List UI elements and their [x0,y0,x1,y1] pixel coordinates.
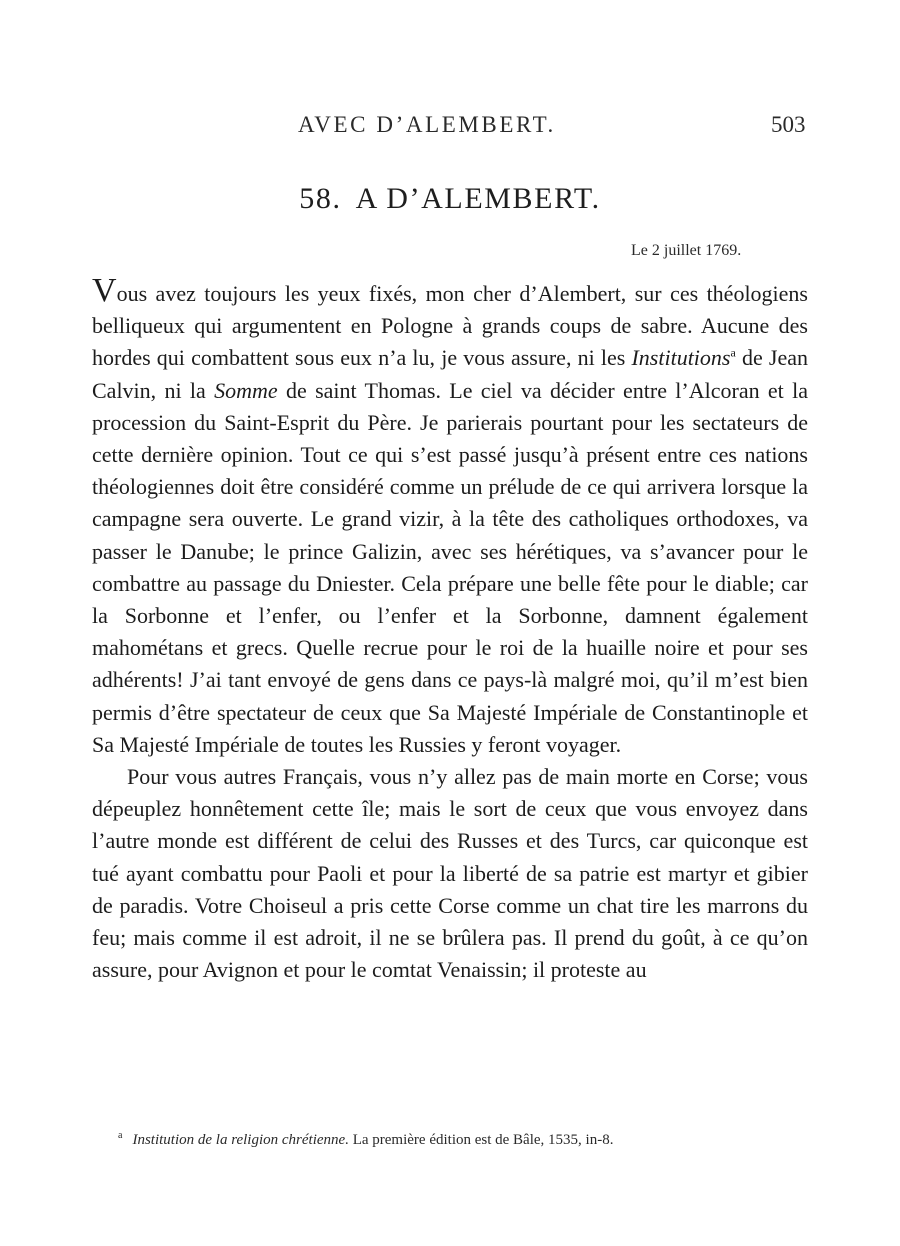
paragraph-1-part-1: ous avez toujours les yeux fixés, mon cher d’Alembert, sur ces théologiens belliqueux qui argumentent en Pologne à grands coups de sabre. Aucune des hordes qui combattent sous eux n’a lu, je vous assure, ni les [92,281,808,371]
letter-body [92,272,808,986]
paragraph-1-part-2: de Jean Calvin, ni la [92,345,808,403]
italic-institutions: Institutions [631,345,731,371]
italic-somme: Somme [214,377,278,403]
running-head [0,112,900,148]
footnote-text: La première édition est de Bâle, 1535, in-8. [352,1132,614,1148]
letter-title: A D’ALEMBERT. [355,182,601,215]
drop-cap: V [92,272,117,309]
footnote-italic: Institution de la religion chrétienne. [132,1132,349,1148]
letter-number: 58. [299,182,342,215]
paragraph-1-part-3: de saint Thomas. Le ciel va décider entre l’Alcoran et la procession du Saint-Esprit du Père. Je parierais pourtant pour les sectateurs de cette dernière opinion. Tout ce qui s’est passé jusqu’à présent entre ces nations théologiennes doit être considéré comme un prélude de ce qui arrivera lorsque la campagne sera ouverte. Le grand vizir, à la tête des catholiques orthodoxes, va passer le Danube; le prince Galizin, avec ses hérétiques, va s’avancer pour le combattre au passage du Dniester. Cela prépare une belle fête pour le diable; car la Sorbonne et l’enfer, ou l’enfer et la Sorbonne, damnent également mahométans et grecs. Quelle recrue pour le roi de la huaille noire et pour ses adhérents! J’ai tant envoyé de gens dans ce pays-là malgré moi, qu’il m’est bien permis d’être spectateur de ceux que Sa Majesté Impériale de Constantinople et Sa Majesté Impériale de toutes les Russies y feront voyager. [92,377,808,757]
page-number: 503 [771,112,806,137]
paragraph-1 [92,272,808,761]
footnote-reference: a [730,346,736,361]
letter-date: Le 2 juillet 1769. [631,242,742,259]
running-title: AVEC D’ALEMBERT. [298,112,556,137]
footnote [118,1130,818,1149]
letter-heading [0,182,900,216]
footnote-mark: a [118,1130,123,1141]
paragraph-2: Pour vous autres Français, vous n’y allez pas de main morte en Corse; vous dépeuplez honnêtement cette île; mais le sort de ceux que vous envoyez dans l’autre monde est différent de celui des Russes et des Turcs, car quiconque est tué ayant combattu pour Paoli et pour la liberté de sa patrie est martyr et gibier de paradis. Votre Choiseul a pris cette Corse comme un chat tire les marrons du feu; mais comme il est adroit, il ne se brûlera pas. Il prend du goût, à ce qu’on assure, pour Avignon et pour le comtat Venaissin; il proteste au [92,764,808,983]
